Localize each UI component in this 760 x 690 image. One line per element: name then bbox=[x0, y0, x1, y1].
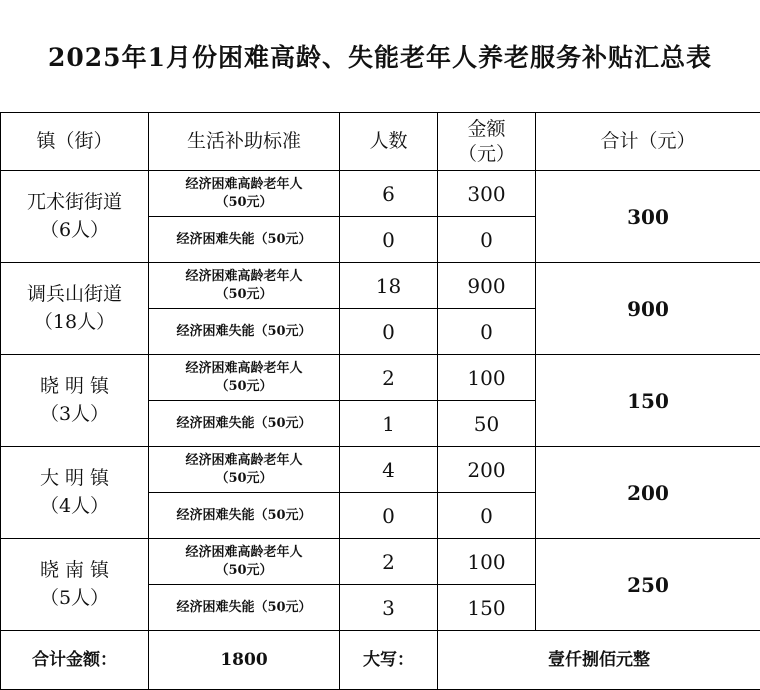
standard-cell bbox=[149, 401, 340, 447]
group-total-cell: 250 bbox=[536, 539, 760, 631]
group-total-cell: 900 bbox=[536, 263, 760, 355]
town-name: 晓 明 镇 bbox=[39, 374, 110, 397]
count-cell: 18 bbox=[340, 263, 438, 309]
standard-line1: 经济困难失能（50元） bbox=[176, 323, 312, 339]
standard-line1: 经济困难高龄老年人 bbox=[185, 268, 303, 284]
subsidy-table bbox=[0, 112, 760, 690]
amount-cell: 200 bbox=[438, 447, 536, 493]
town-people: （18人） bbox=[33, 310, 116, 333]
header-amount-line2: （元） bbox=[457, 142, 515, 165]
amount-cell: 50 bbox=[438, 401, 536, 447]
standard-line1: 经济困难高龄老年人 bbox=[185, 544, 303, 560]
header-total: 合计（元） bbox=[536, 113, 760, 171]
standard-line2: （50元） bbox=[215, 562, 273, 578]
standard-line1: 经济困难高龄老年人 bbox=[185, 176, 303, 192]
standard-line2: （50元） bbox=[215, 286, 273, 302]
town-cell bbox=[1, 355, 149, 447]
standard-cell bbox=[149, 263, 340, 309]
amount-cell: 100 bbox=[438, 355, 536, 401]
standard-line1: 经济困难失能（50元） bbox=[176, 231, 312, 247]
standard-line1: 经济困难高龄老年人 bbox=[185, 360, 303, 376]
group-total-cell: 200 bbox=[536, 447, 760, 539]
amount-cell: 150 bbox=[438, 585, 536, 631]
town-name: 晓 南 镇 bbox=[39, 558, 110, 581]
total-label: 合计金额： bbox=[1, 631, 149, 690]
amount-cell: 0 bbox=[438, 217, 536, 263]
count-cell: 2 bbox=[340, 355, 438, 401]
town-cell bbox=[1, 171, 149, 263]
count-cell: 4 bbox=[340, 447, 438, 493]
standard-line2: （50元） bbox=[215, 194, 273, 210]
amount-cell: 100 bbox=[438, 539, 536, 585]
table-row bbox=[1, 171, 760, 217]
standard-cell bbox=[149, 539, 340, 585]
standard-cell bbox=[149, 217, 340, 263]
capital-label: 大写： bbox=[340, 631, 438, 690]
capital-value: 壹仟捌佰元整 bbox=[438, 631, 760, 690]
count-cell: 3 bbox=[340, 585, 438, 631]
town-name: 大 明 镇 bbox=[39, 466, 110, 489]
standard-line1: 经济困难高龄老年人 bbox=[185, 452, 303, 468]
amount-cell: 0 bbox=[438, 493, 536, 539]
town-people: （5人） bbox=[39, 586, 110, 609]
standard-cell bbox=[149, 447, 340, 493]
header-count: 人数 bbox=[340, 113, 438, 171]
standard-cell bbox=[149, 171, 340, 217]
count-cell: 6 bbox=[340, 171, 438, 217]
standard-cell bbox=[149, 355, 340, 401]
standard-line1: 经济困难失能（50元） bbox=[176, 507, 312, 523]
footer-row bbox=[1, 631, 760, 690]
total-value: 1800 bbox=[149, 631, 340, 690]
town-name: 兀术街街道 bbox=[26, 190, 122, 213]
standard-line1: 经济困难失能（50元） bbox=[176, 599, 312, 615]
standard-line2: （50元） bbox=[215, 378, 273, 394]
town-people: （6人） bbox=[39, 218, 110, 241]
count-cell: 0 bbox=[340, 217, 438, 263]
town-cell bbox=[1, 539, 149, 631]
header-amount-line1: 金额 bbox=[467, 117, 506, 140]
table-row bbox=[1, 263, 760, 309]
count-cell: 2 bbox=[340, 539, 438, 585]
standard-line1: 经济困难失能（50元） bbox=[176, 415, 312, 431]
header-row bbox=[1, 113, 760, 171]
town-cell bbox=[1, 447, 149, 539]
town-cell bbox=[1, 263, 149, 355]
table-row bbox=[1, 355, 760, 401]
header-amount bbox=[438, 113, 536, 171]
header-standard: 生活补助标准 bbox=[149, 113, 340, 171]
table-row bbox=[1, 447, 760, 493]
town-name: 调兵山街道 bbox=[26, 282, 122, 305]
count-cell: 0 bbox=[340, 493, 438, 539]
group-total-cell: 300 bbox=[536, 171, 760, 263]
amount-cell: 900 bbox=[438, 263, 536, 309]
sheet-title: 2025年1月份困难高龄、失能老年人养老服务补贴汇总表 bbox=[48, 43, 712, 72]
standard-cell bbox=[149, 493, 340, 539]
count-cell: 1 bbox=[340, 401, 438, 447]
amount-cell: 300 bbox=[438, 171, 536, 217]
standard-cell bbox=[149, 309, 340, 355]
count-cell: 0 bbox=[340, 309, 438, 355]
header-town: 镇（街） bbox=[1, 113, 149, 171]
town-people: （4人） bbox=[39, 494, 110, 517]
standard-cell bbox=[149, 585, 340, 631]
standard-line2: （50元） bbox=[215, 470, 273, 486]
group-total-cell: 150 bbox=[536, 355, 760, 447]
town-people: （3人） bbox=[39, 402, 110, 425]
table-row bbox=[1, 539, 760, 585]
amount-cell: 0 bbox=[438, 309, 536, 355]
